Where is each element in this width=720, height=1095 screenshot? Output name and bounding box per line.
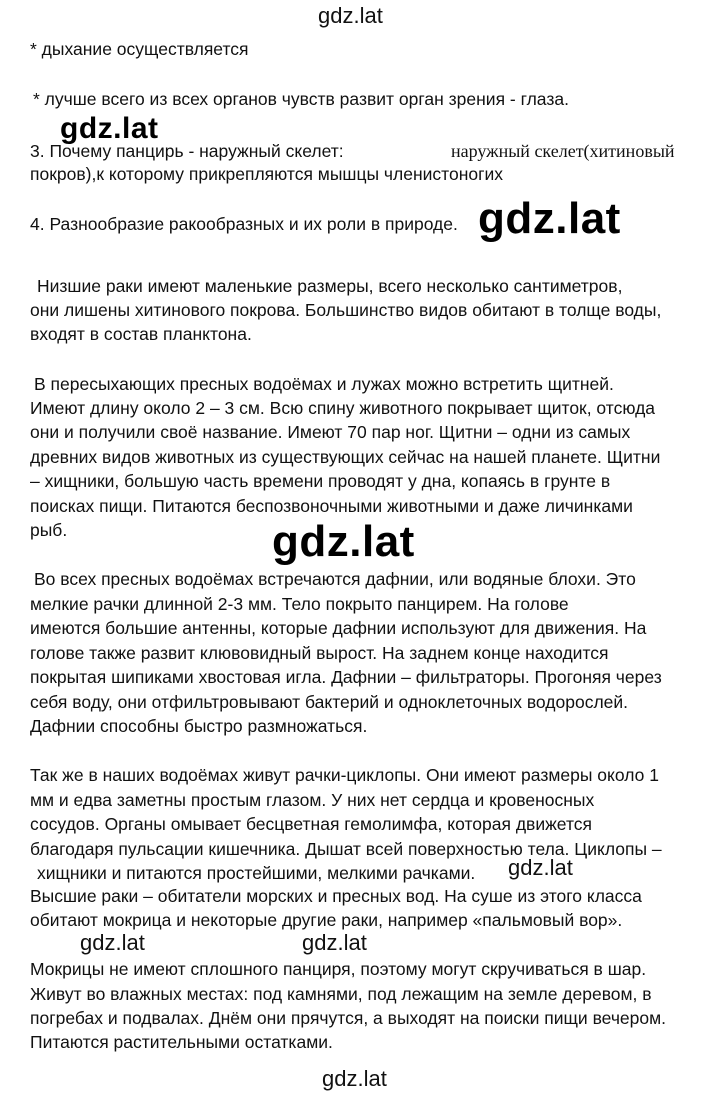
text-line: голове также развит клювовидный вырост. На заднем конце находится bbox=[30, 643, 609, 663]
text-line: Живут во влажных местах: под камнями, под лежащим на земле деревом, в bbox=[30, 984, 652, 1004]
watermark-lower-center: gdz.lat bbox=[302, 930, 367, 955]
text-line: рыб. bbox=[30, 520, 68, 540]
text-line: Имеют длину около 2 – 3 см. Всю спину животного покрывает щиток, отсюда bbox=[30, 398, 656, 418]
text-line: В пересыхающих пресных водоёмах и лужах можно встретить щитней. bbox=[34, 374, 614, 394]
text-line: Дафнии способны быстро размножаться. bbox=[30, 716, 368, 736]
text-line: входят в состав планктона. bbox=[30, 324, 252, 344]
text-line: Высшие раки – обитатели морских и пресных вод. На суше из этого класса bbox=[30, 886, 642, 906]
text-line: себя воду, они отфильтровывают бактерий и одноклеточных водорослей. bbox=[30, 692, 629, 712]
text-line: древних видов животных из существующих сейчас на нашей планете. Щитни bbox=[30, 447, 661, 467]
text-line: * дыхание осуществляется bbox=[30, 39, 249, 59]
watermark-mid-right: gdz.lat bbox=[508, 855, 573, 880]
text-line: обитают мокрица и некоторые другие раки, например «пальмовый вор». bbox=[30, 910, 623, 930]
text-line: * лучше всего из всех органов чувств развит орган зрения - глаза. bbox=[33, 89, 569, 109]
watermark-large-2: gdz.lat bbox=[478, 194, 621, 243]
text-line: они и получили своё название. Имеют 70 пар ног. Щитни – одни из самых bbox=[30, 422, 631, 442]
text-line: 4. Разнообразие ракообразных и их роли в природе. bbox=[30, 214, 458, 234]
text-line: Так же в наших водоёмах живут рачки-циклопы. Они имеют размеры около 1 bbox=[30, 765, 659, 785]
text-line: мелкие рачки длинной 2-3 мм. Тело покрыто панцирем. На голове bbox=[30, 594, 569, 614]
watermark-lower-left: gdz.lat bbox=[80, 930, 145, 955]
watermark-large-3: gdz.lat bbox=[272, 517, 415, 566]
watermark-top: gdz.lat bbox=[318, 3, 383, 28]
text-line: благодаря пульсации кишечника. Дышат всей поверхностью тела. Циклопы – bbox=[30, 839, 662, 859]
text-line: имеются большие антенны, которые дафнии используют для движения. На bbox=[30, 618, 647, 638]
text-line: они лишены хитинового покрова. Большинство видов обитают в толще воды, bbox=[30, 300, 662, 320]
watermark-large-1: gdz.lat bbox=[60, 112, 159, 145]
text-line: наружный скелет(хитиновый bbox=[451, 141, 675, 161]
text-line: – хищники, большую часть времени проводят у дна, копаясь в грунте в bbox=[30, 471, 611, 491]
text-line: сосудов. Органы омывает бесцветная гемолимфа, которая движется bbox=[30, 814, 593, 834]
watermark-bottom: gdz.lat bbox=[322, 1066, 387, 1091]
text-line: Во всех пресных водоёмах встречаются дафнии, или водяные блохи. Это bbox=[34, 569, 636, 589]
text-line: покрытая шипиками хвостовая игла. Дафнии – фильтраторы. Прогоняя через bbox=[30, 667, 662, 687]
text-line: поисках пищи. Питаются беспозвоночными животными и даже личинками bbox=[30, 496, 633, 516]
text-line: хищники и питаются простейшими, мелкими рачками. bbox=[37, 863, 476, 883]
text-line: мм и едва заметны простым глазом. У них нет сердца и кровеносных bbox=[30, 790, 595, 810]
text-line: 3. Почему панцирь - наружный скелет: bbox=[30, 141, 344, 161]
text-line: Мокрицы не имеют сплошного панциря, поэтому могут скручиваться в шар. bbox=[30, 959, 647, 979]
text-line: покров),к которому прикрепляются мышцы членистоногих bbox=[30, 164, 504, 184]
text-line: Низшие раки имеют маленькие размеры, всего несколько сантиметров, bbox=[37, 276, 623, 296]
text-line: погребах и подвалах. Днём они прячутся, а выходят на поиски пищи вечером. bbox=[30, 1008, 667, 1028]
text-line: Питаются растительными остатками. bbox=[30, 1032, 333, 1052]
